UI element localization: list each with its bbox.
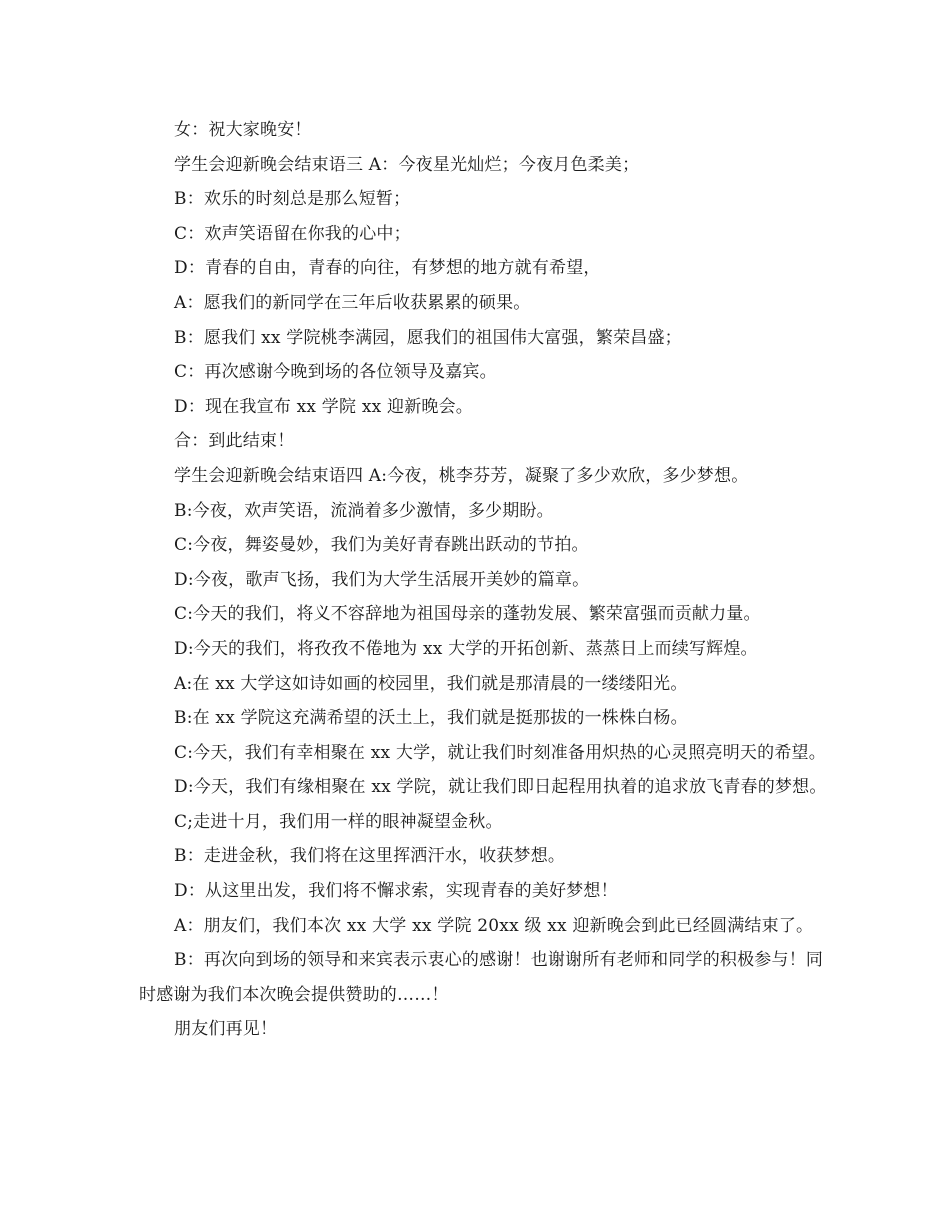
paragraph: B:在 xx 学院这充满希望的沃土上，我们就是挺那拔的一株株白杨。 — [174, 708, 688, 729]
paragraph: 学生会迎新晚会结束语四 A:今夜，桃李芬芳，凝聚了多少欢欣，多少梦想。 — [174, 465, 749, 486]
paragraph: A：愿我们的新同学在三年后收获累累的硕果。 — [174, 292, 531, 313]
paragraph: B：走进金秋，我们将在这里挥洒汗水，收获梦想。 — [174, 846, 566, 867]
paragraph: 合：到此结束！ — [174, 431, 295, 452]
paragraph: B:今夜，欢声笑语，流淌着多少激情，多少期盼。 — [174, 500, 554, 521]
paragraph: D:今天，我们有缘相聚在 xx 学院，就让我们即日起程用执着的追求放飞青春的梦想。 — [174, 777, 827, 798]
paragraph: 学生会迎新晚会结束语三 A：今夜星光灿烂；今夜月色柔美； — [174, 154, 640, 175]
paragraph: 朋友们再见！ — [174, 1019, 278, 1040]
paragraph: A:在 xx 大学这如诗如画的校园里，我们就是那清晨的一缕缕阳光。 — [174, 673, 688, 694]
paragraph: A：朋友们，我们本次 xx 大学 xx 学院 20xx 级 xx 迎新晚会到此已经圆满结束了。 — [174, 915, 814, 936]
paragraph: C:今夜，舞姿曼妙，我们为美好青春跳出跃动的节拍。 — [174, 535, 589, 556]
paragraph: 女：祝大家晚安！ — [174, 120, 312, 140]
paragraph: B：欢乐的时刻总是那么短暂； — [174, 189, 411, 210]
paragraph: B：愿我们 xx 学院桃李满园，愿我们的祖国伟大富强，繁荣昌盛； — [174, 327, 682, 348]
paragraph: C;走进十月，我们用一样的眼神凝望金秋。 — [174, 811, 503, 832]
paragraph: D:今天的我们，将孜孜不倦地为 xx 大学的开拓创新、蒸蒸日上而续写辉煌。 — [174, 638, 758, 659]
paragraph: C:今天，我们有幸相聚在 xx 大学，就让我们时刻准备用炽热的心灵照亮明天的希望。 — [174, 742, 826, 763]
paragraph: D:今夜，歌声飞扬，我们为大学生活展开美妙的篇章。 — [174, 569, 590, 590]
paragraph: C：再次感谢今晚到场的各位领导及嘉宾。 — [174, 362, 497, 383]
paragraph: D：现在我宣布 xx 学院 xx 迎新晚会。 — [174, 396, 473, 417]
paragraph: C:今天的我们，将义不容辞地为祖国母亲的蓬勃发展、繁荣富强而贡献力量。 — [174, 604, 761, 625]
document-body — [139, 113, 829, 1047]
paragraph: D：从这里出发，我们将不懈求索，实现青春的美好梦想！ — [174, 881, 618, 902]
paragraph: C：欢声笑语留在你我的心中； — [174, 223, 411, 244]
paragraph: B：再次向到场的领导和来宾表示衷心的感谢！也谢谢所有老师和同学的积极参与！同时感谢为我们本次晚会提供赞助的……！ — [139, 950, 824, 1005]
paragraph: D：青春的自由，青春的向往，有梦想的地方就有希望， — [174, 258, 601, 279]
